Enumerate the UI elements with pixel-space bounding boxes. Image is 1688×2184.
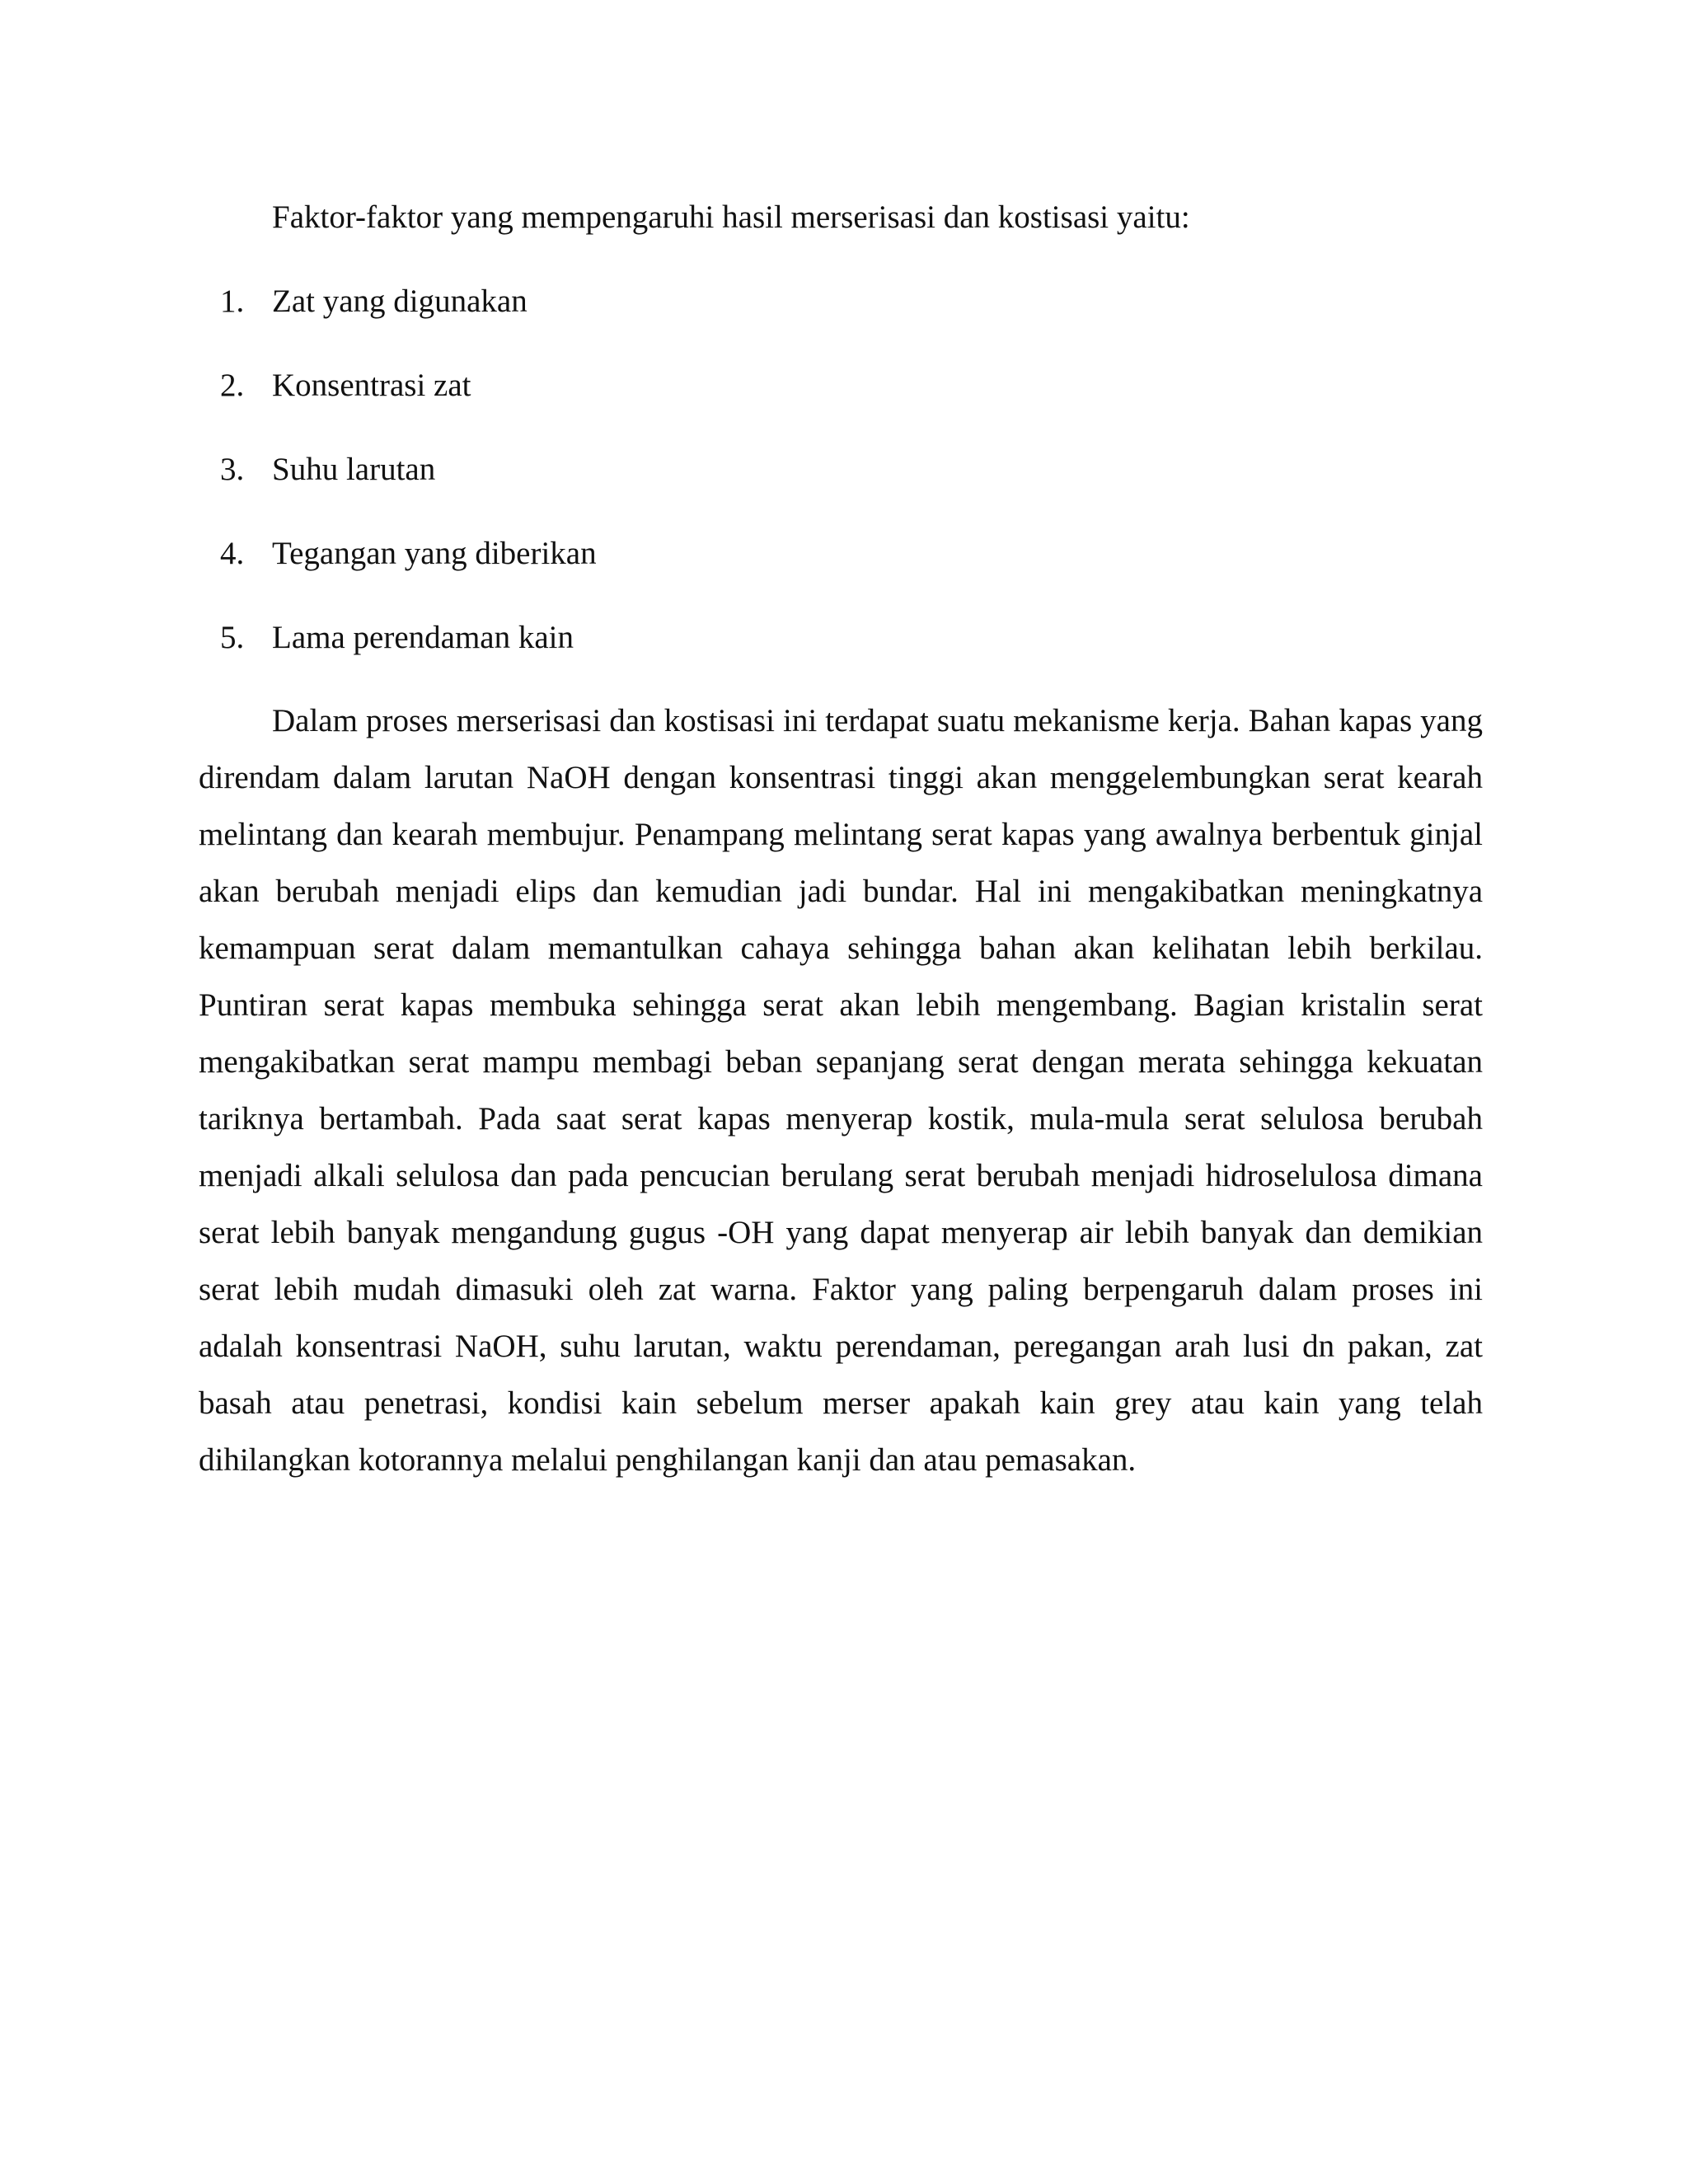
list-item-number: 2. xyxy=(220,368,245,403)
list-item-number: 1. xyxy=(220,284,245,319)
factor-list xyxy=(199,279,1483,661)
list-item-text: Zat yang digunakan xyxy=(272,284,528,319)
intro-sentence: Faktor-faktor yang mempengaruhi hasil merserisasi dan kostisasi yaitu: xyxy=(272,199,1190,235)
list-item-number: 3. xyxy=(220,452,245,487)
list-item-number: 4. xyxy=(220,536,245,571)
document-body xyxy=(199,194,1483,1488)
list-item-number: 5. xyxy=(220,620,245,655)
list-item xyxy=(199,447,1483,493)
list-item-text: Konsentrasi zat xyxy=(272,368,471,403)
body-paragraph: Dalam proses merserisasi dan kostisasi ini terdapat suatu mekanisme kerja. Bahan kapas yang direndam dalam larutan NaOH dengan konsentrasi tinggi akan menggelembungkan serat kearah melintang dan kearah membujur. Penampang melintang serat kapas yang awalnya berbentuk ginjal akan berubah menjadi elips dan kemudian jadi bundar. Hal ini mengakibatkan meningkatnya kemampuan serat dalam memantulkan cahaya sehingga bahan akan kelihatan lebih berkilau. Puntiran serat kapas membuka sehingga serat akan lebih mengembang. Bagian kristalin serat mengakibatkan serat mampu membagi beban sepanjang serat dengan merata sehingga kekuatan tariknya bertambah. Pada saat serat kapas menyerap kostik, mula-mula serat selulosa berubah menjadi alkali selulosa dan pada pencucian berulang serat berubah menjadi hidroselulosa dimana serat lebih banyak mengandung gugus -OH yang dapat menyerap air lebih banyak dan demikian serat lebih mudah dimasuki oleh zat warna. Faktor yang paling berpengaruh dalam proses ini adalah konsentrasi NaOH, suhu larutan, waktu perendaman, peregangan arah lusi dn pakan, zat basah atau penetrasi, kondisi kain sebelum merser apakah kain grey atau kain yang telah dihilangkan kotorannya melalui penghilangan kanji dan atau pemasakan. xyxy=(199,703,1483,1478)
list-item xyxy=(199,363,1483,409)
list-item-text: Lama perendaman kain xyxy=(272,620,574,655)
list-item xyxy=(199,615,1483,661)
list-item xyxy=(199,279,1483,325)
list-item xyxy=(199,531,1483,577)
list-item-text: Tegangan yang diberikan xyxy=(272,536,597,571)
list-item-text: Suhu larutan xyxy=(272,452,436,487)
